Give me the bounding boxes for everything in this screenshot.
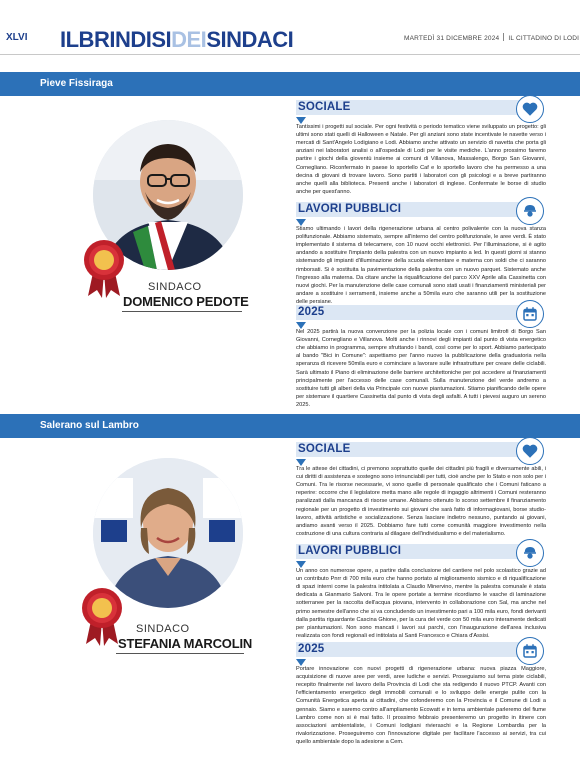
block-label: SOCIALE xyxy=(298,443,351,455)
block-lavori-pubblici xyxy=(296,202,546,306)
block-header xyxy=(296,544,546,561)
block-sociale xyxy=(296,100,546,196)
block-label: SOCIALE xyxy=(298,101,351,113)
block-header xyxy=(296,202,546,219)
block-lavori-pubblici xyxy=(296,544,546,640)
caption-underline xyxy=(122,311,242,312)
block-text: Un anno con numerose opere, a partire dalla conclusione del cantiere nel polo scolastico grazie ad un contributo Pnrr di 700 mila euro che hanno portato al miglioramento sismico e di riqualificazione di spazi interni come la palestra intitolata a Claudio Minervino, mentre la palestra comunale è stata dedicata a Gianmario Salvoni. Tra le opere portate a termine ricordiamo le vasche di laminazione sotterranee per la raccolta dell'acqua piovana, intervento in collaborazione con Sal, ma anche nel primo semestre dell'anno che si va concludendo un investimento pari a 100 mila euro, fondi derivanti dalla partita riguardante Cascina Ghione, per la cura del verde con 50 mila euro interamente dedicati per piantumazioni. Non sono mancati i lavori sui parchi, con l'inaugurazione dell'area inclusiva realizzata con fondi regionali ed intitolata al Santi Francesco e Chiara d'Assisi. xyxy=(296,568,546,639)
issue-date: MARTEDÌ 31 DICEMBRE 2024 xyxy=(404,35,500,42)
block-text: Stiamo ultimando i lavori della rigenerazione urbana al centro polivalente con la nuova stanza polifunzionale. Abbiamo sistemato, sempre all'interno del centro polifunzionale, le aree verdi. È stato implementato il sistema di telecamere, con 10 nuovi occhi elettronici. Per l'illuminazione, si è agito andando a sostituire l'impianto della palestra con un nuovo impianto a led. In questi giorni si stanno sistemando gli impianti d'illuminazione della scuola elementare e materna con soldi che ci saranno rimborsati. Si è sostituita la pavimentazione della palestra con un nuovo parquet. Sistemato anche l'ingresso alla materna. Da citare anche la riqualificazione del parco XXV Aprile alla Cassinetta con nuovi giochi. Per la manutenzione delle case comunali sono stati usati i finanziamenti ministeriali per andare a sostituire i serramenti, insieme anche a 50mila euro che saranno utili per la sostituzione delle persiane. xyxy=(296,226,546,305)
heart-icon xyxy=(516,95,544,123)
mayor-role: SINDACO xyxy=(136,623,190,635)
block-header xyxy=(296,305,546,322)
calendar-icon xyxy=(516,637,544,665)
block-header xyxy=(296,100,546,117)
triangle-marker-icon xyxy=(296,117,306,124)
title-part-2: DEI xyxy=(171,27,207,52)
town-section-salerano-sul-lambro xyxy=(0,414,580,766)
block-text: Tantissimi i progetti sul sociale. Per ogni festività o periodo tematico viene sviluppato un progetto: gli ultimi sono stati quelli di Halloween e Natale. Per gli anziani sono state incentivate le navette verso i mercati di Sant'Angelo Lodigiano e Lodi. Abbiamo anche attivato un servizio di navetta che porta gli anziani nei laboratori analisi o all'ospedale di Lodi per le visite mediche. L'anno prossimo faremo partire i giochi della gioventù insieme ai comuni di Villanova, Massalengo, Borgo San Giovanni, Cornegliano. Riconfermato in paese lo sportello Caf e lo sportello lavoro che ha permesso a una decina di giovani di trovare lavoro. Sono partiti i laboratori con gli psicologi e a breve partiranno anche quelli alla biblioteca. Presenti anche i laboratori di inglese. Confermate le borse di studio anche per quest'anno. xyxy=(296,124,546,195)
town-name: Salerano sul Lambro xyxy=(40,420,139,431)
block-label: LAVORI PUBBLICI xyxy=(298,203,402,215)
date-line xyxy=(404,33,579,42)
separator xyxy=(503,33,504,41)
town-name: Pieve Fissiraga xyxy=(40,78,113,89)
heart-icon xyxy=(516,437,544,465)
block-header xyxy=(296,642,546,659)
label-bar xyxy=(296,305,524,320)
block-label: 2025 xyxy=(298,306,325,318)
block-label: 2025 xyxy=(298,643,325,655)
triangle-marker-icon xyxy=(296,459,306,466)
triangle-marker-icon xyxy=(296,219,306,226)
page-title xyxy=(60,27,293,53)
calendar-icon xyxy=(516,300,544,328)
caption-underline xyxy=(116,653,244,654)
page-number: XLVI xyxy=(6,32,28,43)
block-2025 xyxy=(296,305,546,409)
masthead xyxy=(0,0,580,58)
block-header xyxy=(296,442,546,459)
title-part-1: ILBRINDISI xyxy=(60,27,172,52)
block-label: LAVORI PUBBLICI xyxy=(298,545,402,557)
town-band xyxy=(0,72,580,96)
block-sociale xyxy=(296,442,546,538)
masthead-rule xyxy=(0,54,580,55)
mayor-name: DOMENICO PEDOTE xyxy=(123,294,249,309)
newspaper-name: IL CITTADINO DI LODI xyxy=(508,35,580,42)
block-text: Portare innovazione con nuovi progetti di rigenerazione urbana: nuova piazza Maggiore, acquisizione di nuove aree per verdi, aree ludiche e servizi. Proseguiamo sul tema piste ciclabili, recepito finalmente nel lavoro della Provincia di Lodi che sta redigendo il nuovo PTCP. Avanti con l'efficientamento energetico degli immobili comunali e lo sviluppo delle energie pulite con la Comunità Energetica aperta ai cittadini, che cofonderemo con la Provincia e il Comune di Lodi a gennaio. Siamo e saremo contro all'ampliamento Ecowatt e in tema ambientale parleremo del fiume Lambro come non si è mai fatto. Il prossimo febbraio presenteremo un progetto in itinere con associazioni ambientaliste, i Comuni lodigiani rivieraschi e la Regione Lombardia per la rivalorizzazione. Proseguiremo con l'innovazione digitale per facilitare l'accesso ai servizi, tra cui quello ambientale dopo la adesione a Cem. xyxy=(296,666,546,745)
town-band xyxy=(0,414,580,438)
mayor-name: STEFANIA MARCOLIN xyxy=(118,636,253,651)
block-text: Tra le attese dei cittadini, ci premono soprattutto quelle dei cittadini più fragili e diversamente abili, i cui diritti di assistenza e sostegno sono irrinunciabili per tutti, cioè anche per lo Stato e non solo per i Comuni. Tra le risorse necessarie, vi sono quelle di personale qualificato che i Comuni faticano a reperire: occorre che il legislatore metta mano alle regole di ingaggio altrimenti i Comuni resteranno paralizzati dalla mancanza di risorse umane. Abbiamo ottenuto lo scorso settembre il finanziamento regionale per un progetto di investimento sui giovani che sarà fatto di informagiovani, borse studio-lavoro, attività artistiche e socializzazione. Senza lasciare indietro nessuno, puntando ai giovani, andiamo avanti verso il 2025. Dobbiamo fare tutti come comunità maggiore investimento nella costruzione di una cultura contraria al dilagare dell'individualismo e del materialismo. xyxy=(296,466,546,537)
worker-icon xyxy=(516,197,544,225)
town-section-pieve-fissiraga xyxy=(0,72,580,408)
triangle-marker-icon xyxy=(296,659,306,666)
worker-icon xyxy=(516,539,544,567)
rosette-icon xyxy=(82,238,126,298)
label-bar xyxy=(296,642,524,657)
triangle-marker-icon xyxy=(296,561,306,568)
triangle-marker-icon xyxy=(296,322,306,329)
block-2025 xyxy=(296,642,546,746)
mayor-role: SINDACO xyxy=(148,281,202,293)
title-part-3: SINDACI xyxy=(206,27,294,52)
block-text: Nel 2025 partirà la nuova convenzione per la polizia locale con i comuni limitrofi di Borgo San Giovanni, Cornegliano e Villanova. Molti anche i rinnovi degli impianti dal punto di vista energetico che abbiamo in programma, sempre sfruttando i bandi, così come per lo sport. Abbiamo partecipato al bando "Bici in Comune": aspettiamo per l'anno nuovo la pubblicazione della graduatoria nella speranza di ricevere 50mila euro e cominciare a lavorare sulle infrastrutture per creare delle ciclabili. Sarà ultimato il Piano di eliminazione delle barriere architettoniche per poi accedere ai finanziamenti principalmente per l'accesso delle case comunali. Sulla manutenzione del verde andremo a sostituire tutti gli alberi della via Principale con nuove piantumazioni. Stiamo pianificando delle opere per sistemare il quartiere Cassinetta dal punto di vista degli asfalti. A tutti i pievesi auguro un sereno 2025. xyxy=(296,329,546,408)
